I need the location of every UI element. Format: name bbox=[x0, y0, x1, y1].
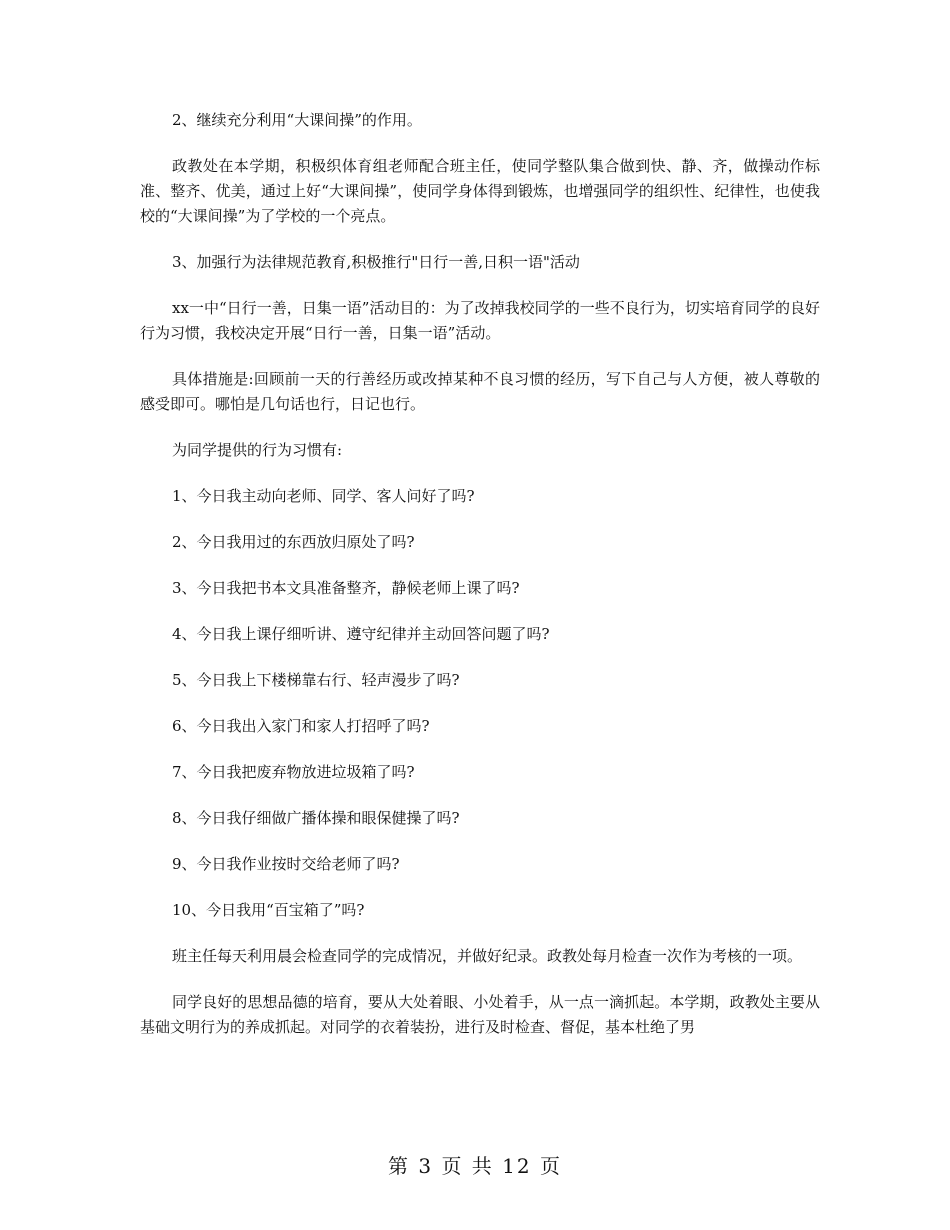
paragraph: 具体措施是:回顾前一天的行善经历或改掉某种不良习惯的经历，写下自己与人方便，被人尊敬的感受即可。哪怕是几句话也行，日记也行。 bbox=[140, 370, 820, 413]
list-item: 8、今日我仔细做广播体操和眼保健操了吗? bbox=[172, 809, 460, 827]
list-item: 9、今日我作业按时交给老师了吗? bbox=[172, 855, 400, 873]
list-item: 7、今日我把废弃物放进垃圾箱了吗? bbox=[172, 763, 415, 781]
paragraph: 政教处在本学期，积极织体育组老师配合班主任，使同学整队集合做到快、静、齐，做操动作标准、整齐、优美，通过上好“大课间操”，使同学身体得到锻炼，也增强同学的组织性、纪律性，也使我校的“大课间操”为了学校的一个亮点。 bbox=[140, 157, 820, 225]
list-item: 3、今日我把书本文具准备整齐，静候老师上课了吗? bbox=[172, 579, 520, 597]
list-item: 5、今日我上下楼梯靠右行、轻声漫步了吗? bbox=[172, 671, 460, 689]
list-item: 1、今日我主动向老师、同学、客人问好了吗? bbox=[172, 487, 475, 505]
list-item: 2、今日我用过的东西放归原处了吗? bbox=[172, 533, 415, 551]
paragraph: xx一中“日行一善，日集一语”活动目的：为了改掉我校同学的一些不良行为，切实培育同学的良好行为习惯，我校决定开展“日行一善，日集一语”活动。 bbox=[140, 299, 820, 342]
list-item: 6、今日我出入家门和家人打招呼了吗? bbox=[172, 717, 430, 735]
list-intro: 为同学提供的行为习惯有: bbox=[172, 441, 343, 459]
list-item: 4、今日我上课仔细听讲、遵守纪律并主动回答问题了吗? bbox=[172, 625, 550, 643]
paragraph-heading-3: 3、加强行为法律规范教育,积极推行"日行一善,日积一语"活动 bbox=[172, 253, 580, 271]
document-body bbox=[140, 108, 820, 1061]
page-number-footer: 第 3 页 共 12 页 bbox=[388, 1154, 562, 1178]
list-item: 10、今日我用“百宝箱了”吗? bbox=[172, 901, 365, 919]
paragraph: 班主任每天利用晨会检查同学的完成情况，并做好纪录。政教处每月检查一次作为考核的一项。 bbox=[172, 947, 803, 965]
paragraph: 同学良好的思想品德的培育，要从大处着眼、小处着手，从一点一滴抓起。本学期，政教处主要从基础文明行为的养成抓起。对同学的衣着装扮，进行及时检查、督促，基本杜绝了男 bbox=[140, 993, 820, 1036]
paragraph-heading-2: 2、继续充分利用“大课间操”的作用。 bbox=[172, 111, 422, 129]
